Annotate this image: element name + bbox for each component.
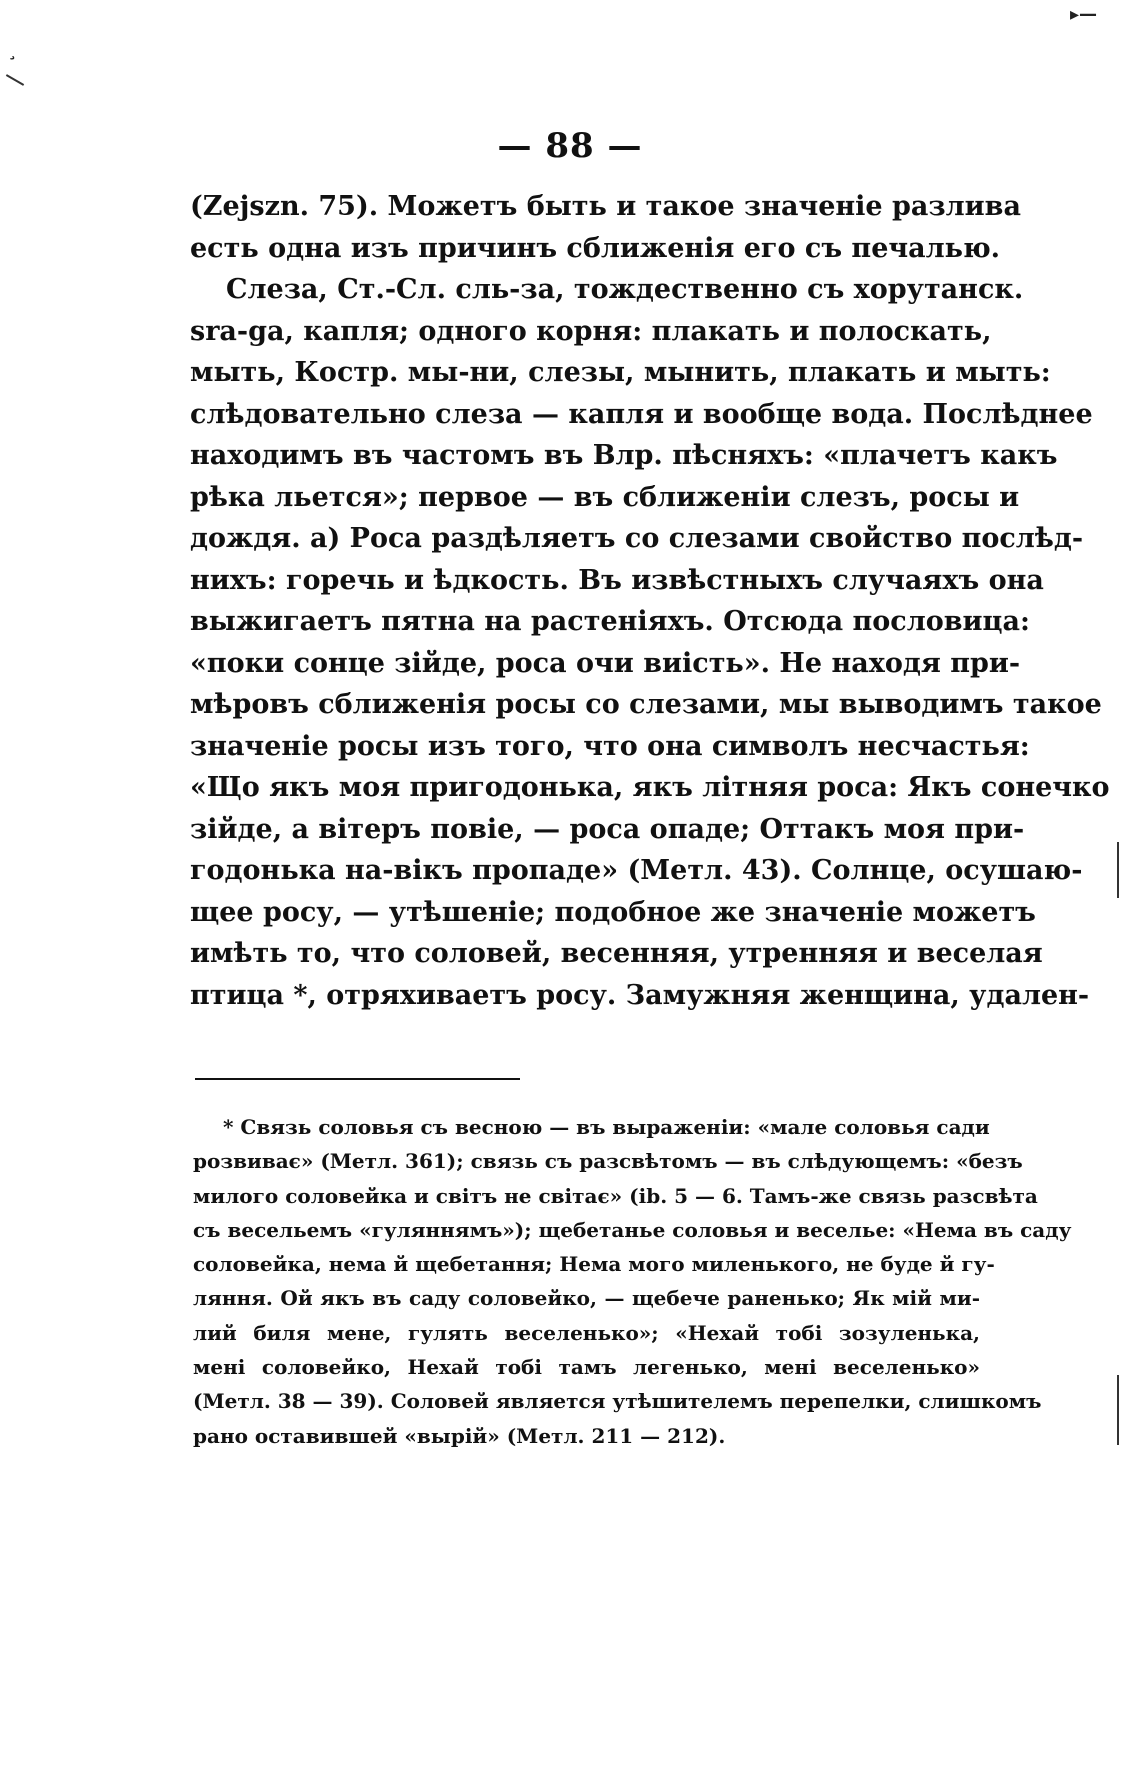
text-line: зійде, а вітеръ повіе, — роса опаде; Оттакъ моя при- — [190, 813, 1025, 845]
margin-mark-top-right: ▸— — [1070, 4, 1098, 25]
text-line: мѣровъ сближенія росы со слезами, мы выводимъ такое — [190, 689, 1102, 720]
text-line: мыть, Костр. мы-ни, слезы, мынить, плакать и мыть: — [190, 357, 1051, 388]
footnote-line: рано оставившей «вырій» (Метл. 211 — 212). — [193, 1423, 726, 1448]
footnote-line: соловейка, нема й щебетання; Нема мого миленького, не буде й гу- — [193, 1252, 995, 1277]
left-edge-mark — [6, 74, 24, 86]
text-line: слѣдовательно слеза — капля и вообще вода. Послѣднее — [190, 398, 1093, 430]
text-line: (Zejszn. 75). Можетъ быть и такое значеніе разлива — [190, 191, 1021, 222]
text-line: Слеза, Ст.-Сл. сль-за, тождественно съ хорутанск. — [226, 274, 1024, 305]
footnote-separator — [195, 1078, 520, 1080]
footnote-line: лий биля мене, гулять веселенько»; «Нехай тобі зозуленька, — [193, 1320, 980, 1345]
footnote-line: милого соловейка и світъ не світає» (ib. 5 — 6. Тамъ-же связь разсвѣта — [193, 1183, 1038, 1208]
footnote-text — [193, 1110, 1072, 1453]
page-number: — 88 — — [497, 126, 643, 166]
right-edge-line-1 — [1117, 842, 1119, 898]
text-line: значеніе росы изъ того, что она символъ несчастья: — [190, 730, 1030, 762]
text-line: «Що якъ моя пригодонька, якъ літняя роса: Якъ сонечко — [190, 772, 1110, 803]
text-line: рѣка льется»; первое — въ сближеніи слезъ, росы и — [190, 481, 1020, 513]
right-edge-line-2 — [1117, 1375, 1119, 1445]
main-text — [190, 186, 1110, 1016]
text-line: щее росу, — утѣшеніе; подобное же значеніе можетъ — [190, 896, 1036, 928]
text-line: птица *, отряхиваетъ росу. Замужняя женщина, удален- — [190, 979, 1090, 1011]
footnote-line: * Связь соловья съ весною — въ выраженіи: «мале соловья сади — [223, 1115, 990, 1139]
footnote-line: съ весельемъ «гуляннямъ»); щебетанье соловья и веселье: «Нема въ саду — [193, 1217, 1072, 1242]
text-line: находимъ въ частомъ въ Влр. пѣсняхъ: «плачетъ какъ — [190, 440, 1058, 471]
text-line: есть одна изъ причинъ сближенія его съ печалью. — [190, 232, 1001, 264]
text-line: дождя. а) Роса раздѣляетъ со слезами свойство послѣд- — [190, 523, 1084, 554]
text-line: имѣть то, что соловей, весенняя, утренняя и веселая — [190, 938, 1043, 969]
footnote-line: ляння. Ой якъ въ саду соловейко, — щебече раненько; Як мій ми- — [193, 1286, 980, 1311]
footnote-line: мені соловейко, Нехай тобі тамъ легенько, мені веселенько» — [193, 1355, 980, 1380]
footnote-line: (Метл. 38 — 39). Соловей является утѣшителемъ перепелки, слишкомъ — [193, 1389, 1042, 1414]
text-line: выжигаетъ пятна на растеніяхъ. Отсюда пословица: — [190, 606, 1030, 637]
text-line: «поки сонце зійде, роса очи виість». Не находя при- — [190, 647, 1021, 679]
text-line: sra-ga, капля; одного корня: плакать и полоскать, — [190, 315, 992, 347]
footnote-line: розвиває» (Метл. 361); связь съ разсвѣтомъ — въ слѣдующемъ: «безъ — [193, 1149, 1023, 1174]
margin-mark-top-left: ¸ — [8, 40, 17, 61]
text-line: нихъ: горечь и ѣдкость. Въ извѣстныхъ случаяхъ она — [190, 564, 1044, 596]
text-line: годонька на-вікъ пропаде» (Метл. 43). Солнце, осушаю- — [190, 855, 1083, 886]
